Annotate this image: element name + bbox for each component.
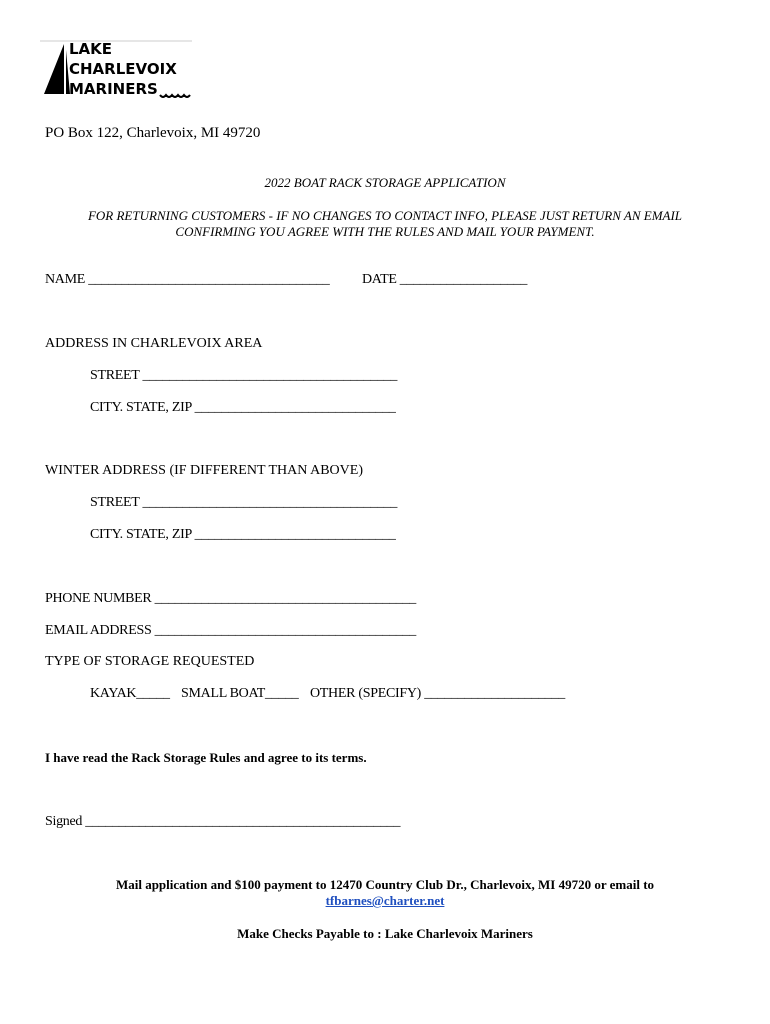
logo-text-lake: LAKE xyxy=(69,40,113,58)
page-title: 2022 BOAT RACK STORAGE APPLICATION xyxy=(264,175,506,190)
notice-line-2: CONFIRMING YOU AGREE WITH THE RULES AND MAIL YOUR PAYMENT. xyxy=(175,224,595,239)
notice-line-1: FOR RETURNING CUSTOMERS - IF NO CHANGES TO CONTACT INFO, PLEASE JUST RETURN AN EMAIL xyxy=(87,208,683,223)
winter-city-state-zip-field[interactable]: CITY. STATE, ZIP ______________________________ xyxy=(90,527,396,542)
phone-number-field[interactable]: PHONE NUMBER _______________________________________ xyxy=(45,591,416,606)
email-link[interactable]: tfbarnes@charter.net xyxy=(325,893,445,908)
winter-address-heading: WINTER ADDRESS (IF DIFFERENT THAN ABOVE) xyxy=(45,463,363,478)
small-boat-field[interactable]: SMALL BOAT_____ xyxy=(181,686,299,701)
local-address-heading: ADDRESS IN CHARLEVOIX AREA xyxy=(45,336,263,351)
logo-text-charlevoix: CHARLEVOIX xyxy=(69,60,177,78)
storage-type-heading: TYPE OF STORAGE REQUESTED xyxy=(45,654,255,669)
lake-charlevoix-mariners-logo xyxy=(40,40,194,102)
name-field[interactable]: NAME ____________________________________ xyxy=(45,272,330,287)
checks-payable-line: Make Checks Payable to : Lake Charlevoix Mariners xyxy=(237,926,533,941)
mailing-address: PO Box 122, Charlevoix, MI 49720 xyxy=(45,125,261,141)
kayak-field[interactable]: KAYAK_____ xyxy=(90,686,170,701)
local-street-field[interactable]: STREET ______________________________________ xyxy=(90,368,398,383)
signature-field[interactable]: Signed _______________________________________________ xyxy=(45,814,401,829)
email-address-field[interactable]: EMAIL ADDRESS _______________________________________ xyxy=(45,623,416,638)
agreement-statement: I have read the Rack Storage Rules and agree to its terms. xyxy=(45,750,367,765)
other-specify-field[interactable]: OTHER (SPECIFY) _____________________ xyxy=(310,686,565,701)
local-city-state-zip-field[interactable]: CITY. STATE, ZIP ______________________________ xyxy=(90,400,396,415)
winter-street-field[interactable]: STREET ______________________________________ xyxy=(90,495,398,510)
mail-instructions: Mail application and $100 payment to 12470 Country Club Dr., Charlevoix, MI 49720 or email to xyxy=(115,877,655,892)
logo-text-mariners: MARINERS xyxy=(69,80,158,98)
email-link-wrapper xyxy=(0,893,770,909)
date-field[interactable]: DATE ___________________ xyxy=(362,272,528,287)
